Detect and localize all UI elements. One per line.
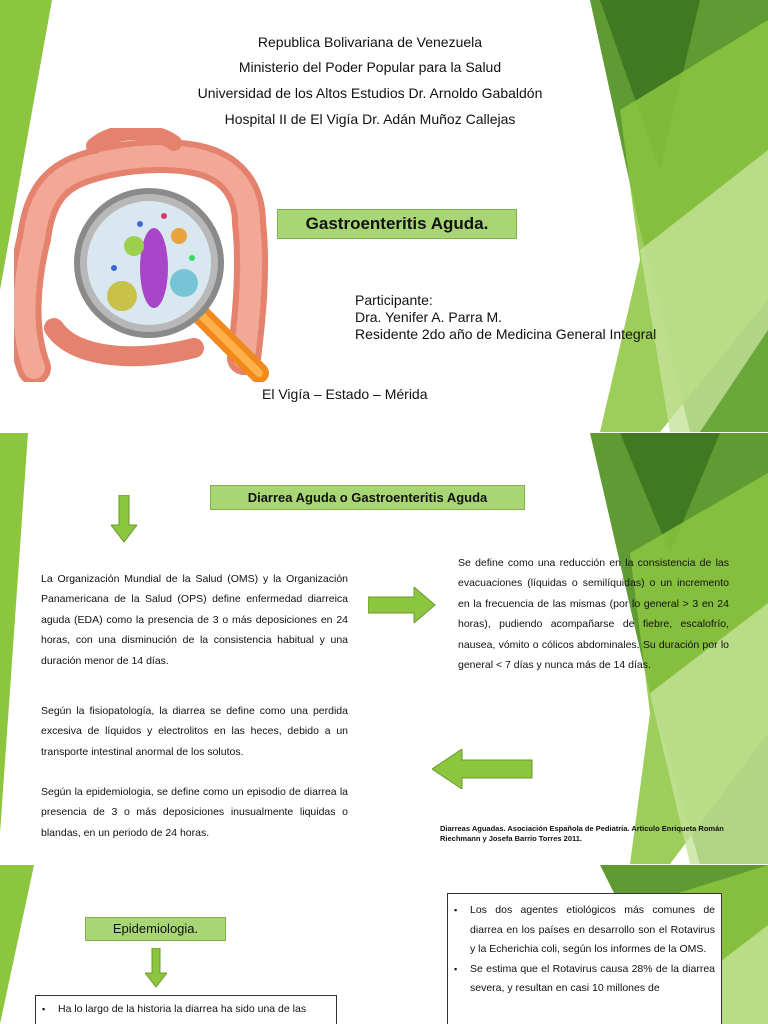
header-line-1: Republica Bolivariana de Venezuela	[257, 34, 483, 50]
right-arrow-icon	[368, 587, 436, 623]
physiopathology-text: Según la fisiopatología, la diarrea se define como una perdida excesiva de líquidos y electrolitos en las heces, debido a un transporte intestinal anormal de los solutos.	[41, 705, 348, 758]
participant-block	[355, 292, 656, 343]
intestine-magnifier-illustration	[14, 128, 272, 382]
location-text: El Vigía – Estado – Mérida	[262, 386, 428, 402]
epidemiology-slide	[0, 865, 768, 1024]
clinical-definition-text: Se define como una reducción en la consistencia de las evacuaciones (líquidas o semilíquidas) o un incremento en la frecuencia de las mismas (por lo general > 3 en 24 horas), pudiendo acompañarse de fiebre, escalofrío, nausea, vómito o cólicos abdominales. Su duración por lo general < 7 días y nunca más de 14 días.	[458, 557, 729, 672]
definition-title: Diarrea Aguda o Gastroenteritis Aguda	[210, 485, 525, 510]
list-item: ▪ Ha lo largo de la historia la diarrea ha sido una de las	[58, 1000, 330, 1020]
down-arrow-icon	[111, 495, 137, 543]
title-slide	[0, 0, 768, 432]
participant-name: Dra. Yenifer A. Parra M.	[355, 309, 503, 325]
right-bullet-box	[447, 893, 722, 1024]
reference-citation: Diarreas Aguadas. Asociación Española de Pediatría. Articulo Enriqueta Román Riechmann y Josefa Barrio Torres 2011.	[440, 824, 724, 843]
header-line-4: Hospital II de El Vigía Dr. Adán Muñoz Callejas	[224, 111, 516, 127]
down-arrow-icon	[145, 948, 167, 988]
list-item: ▪ Los dos agentes etiológicos más comunes de diarrea en los países en desarrollo son el Rotavirus y la Echerichia coli, según los informes de la OMS.	[470, 901, 715, 960]
header-line-3: Universidad de los Altos Estudios Dr. Arnoldo Gabaldón	[197, 85, 543, 101]
epidemiology-title: Epidemiologia.	[85, 917, 226, 941]
oms-definition-text: La Organización Mundial de la Salud (OMS) y la Organización Panamericana de la Salud (OPS) define enfermedad diarreica aguda (EDA) como la presencia de 3 o más deposiciones en 24 horas, con una disminución de la consistencia habitual y una duración menor de 14 días.	[41, 573, 348, 667]
participant-label: Participante:	[355, 292, 433, 308]
header-line-2: Ministerio del Poder Popular para la Salud	[238, 59, 502, 75]
list-item: ▪ Se estima que el Rotavirus causa 28% de la diarrea severa, y resultan en casi 10 millones de	[470, 960, 715, 999]
left-arrow-icon	[432, 749, 533, 789]
left-bullet-box	[35, 995, 337, 1024]
definition-slide	[0, 433, 768, 864]
epidemiology-definition-text: Según la epidemiologia, se define como un episodio de diarrea la presencia de 3 o más deposiciones inusualmente liquidas o blandas, en un periodo de 24 horas.	[41, 786, 348, 839]
participant-role: Residente 2do año de Medicina General Integral	[355, 326, 657, 342]
presentation-title: Gastroenteritis Aguda.	[277, 209, 517, 239]
